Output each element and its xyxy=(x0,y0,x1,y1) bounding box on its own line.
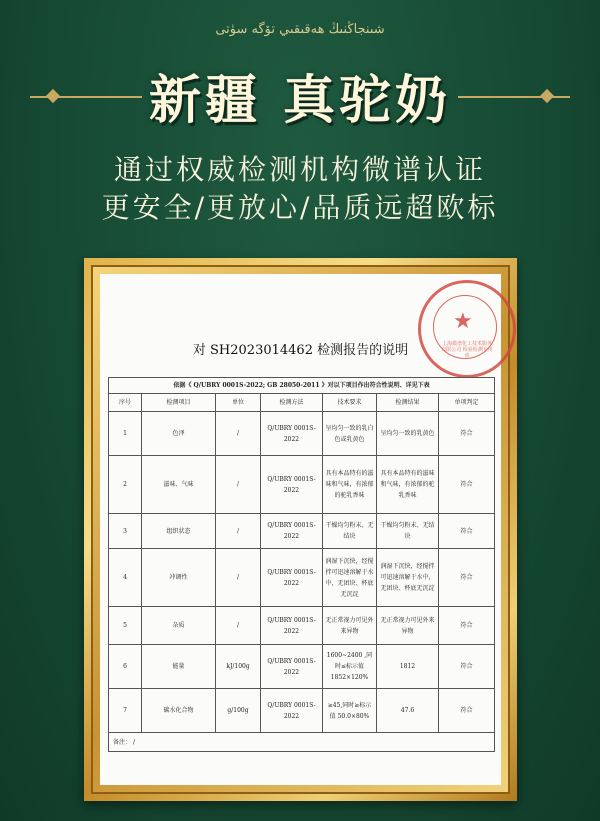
table-basis-note: 依据《 Q/UBRY 0001S-2022; GB 28050-2011 》对以下项目作出符合性说明、详见下表 xyxy=(109,378,495,394)
table-row xyxy=(109,689,495,733)
cell-verdict: 符合 xyxy=(439,456,495,514)
table-row xyxy=(109,549,495,607)
header-cell: 技术要求 xyxy=(323,394,377,412)
header-cell: 单项判定 xyxy=(439,394,495,412)
inspection-table xyxy=(108,377,495,752)
subtitle-line-2: 更安全/更放心/品质远超欧标 xyxy=(101,191,499,224)
cell-requirement: 呈均匀一致的乳白色或乳黄色 xyxy=(323,412,377,456)
header-cell: 单位 xyxy=(216,394,261,412)
cell-no: 1 xyxy=(109,412,142,456)
cell-item: 碳水化合物 xyxy=(142,689,216,733)
table-row xyxy=(109,412,495,456)
cell-requirement: ≥45,同时≥标示值 50.0×80% xyxy=(323,689,377,733)
cell-item: 冲调性 xyxy=(142,549,216,607)
official-seal-stamp xyxy=(418,280,516,378)
title-banner xyxy=(0,58,600,131)
cell-result: 无正常视力可见外来异物 xyxy=(377,607,439,645)
cell-requirement: 干燥均匀粉末、无结块 xyxy=(323,514,377,549)
cell-verdict: 符合 xyxy=(439,645,495,689)
cell-no: 4 xyxy=(109,549,142,607)
table-row xyxy=(109,607,495,645)
seal-star-icon: ★ xyxy=(453,309,473,334)
cell-method: Q/UBRY 0001S-2022 xyxy=(261,689,323,733)
cell-verdict: 符合 xyxy=(439,412,495,456)
cell-result: 润湿下沉快，经搅拌可迅速溶解于水中，无团块、杯底无沉淀 xyxy=(377,549,439,607)
cell-item: 杂质 xyxy=(142,607,216,645)
notes-row xyxy=(109,733,495,752)
cell-unit: / xyxy=(216,456,261,514)
cell-item: 滋味、气味 xyxy=(142,456,216,514)
header-cell: 检测结果 xyxy=(377,394,439,412)
cell-method: Q/UBRY 0001S-2022 xyxy=(261,514,323,549)
cell-verdict: 符合 xyxy=(439,607,495,645)
table-row xyxy=(109,645,495,689)
cell-unit: / xyxy=(216,412,261,456)
cell-unit: / xyxy=(216,549,261,607)
cell-requirement: 具有本品特有的滋味和气味，有浓郁的驼乳香味 xyxy=(323,456,377,514)
cell-method: Q/UBRY 0001S-2022 xyxy=(261,645,323,689)
cell-unit: / xyxy=(216,514,261,549)
cell-requirement: 润湿下沉快，经搅拌可迅速溶解于水中，无团块、杯底无沉淀 xyxy=(323,549,377,607)
cell-result: 具有本品特有的滋味和气味，有浓郁的驼乳香味 xyxy=(377,456,439,514)
cell-item: 色泽 xyxy=(142,412,216,456)
cell-verdict: 符合 xyxy=(439,689,495,733)
header-cell: 检测方法 xyxy=(261,394,323,412)
cell-result: 47.6 xyxy=(377,689,439,733)
cell-requirement: 无正常视力可见外来异物 xyxy=(323,607,377,645)
cell-no: 2 xyxy=(109,456,142,514)
notes-cell xyxy=(109,733,495,752)
report-title: 对 SH2023014462 检测报告的说明 xyxy=(192,343,409,358)
page-title: 新疆 真驼奶 xyxy=(148,70,452,131)
cell-method: Q/UBRY 0001S-2022 xyxy=(261,412,323,456)
cell-method: Q/UBRY 0001S-2022 xyxy=(261,549,323,607)
header-cell: 检测项目 xyxy=(142,394,216,412)
table-header-row xyxy=(109,394,495,412)
cell-item: 能量 xyxy=(142,645,216,689)
cell-no: 7 xyxy=(109,689,142,733)
cell-no: 3 xyxy=(109,514,142,549)
cell-result: 呈均匀一致的乳黄色 xyxy=(377,412,439,456)
table-row xyxy=(109,456,495,514)
header-cell: 序号 xyxy=(109,394,142,412)
cell-unit: / xyxy=(216,607,261,645)
cell-unit: g/100g xyxy=(216,689,261,733)
table-row xyxy=(109,514,495,549)
seal-text: 上海微谱化工技术服务有限公司 检验检测专用章 xyxy=(441,341,493,359)
report-document xyxy=(100,274,501,785)
cell-item: 组织状态 xyxy=(142,514,216,549)
cell-verdict: 符合 xyxy=(439,549,495,607)
cell-no: 5 xyxy=(109,607,142,645)
cell-result: 干燥均匀粉末、无结块 xyxy=(377,514,439,549)
cell-requirement: 1600~2400 ,同时≤标示值1852×120% xyxy=(323,645,377,689)
cell-verdict: 符合 xyxy=(439,514,495,549)
cell-method: Q/UBRY 0001S-2022 xyxy=(261,607,323,645)
gold-picture-frame xyxy=(84,258,517,801)
cell-method: Q/UBRY 0001S-2022 xyxy=(261,456,323,514)
cell-result: 1812 xyxy=(377,645,439,689)
subtitle-line-1: 通过权威检测机构微谱认证 xyxy=(113,153,486,186)
notes-value: / xyxy=(132,738,135,746)
uyghur-tagline: شىنجاڭنىڭ ھەقىقىي تۆگە سۈتى xyxy=(215,22,385,37)
cell-unit: kJ/100g xyxy=(216,645,261,689)
cell-no: 6 xyxy=(109,645,142,689)
notes-label: 备注： xyxy=(113,738,132,746)
